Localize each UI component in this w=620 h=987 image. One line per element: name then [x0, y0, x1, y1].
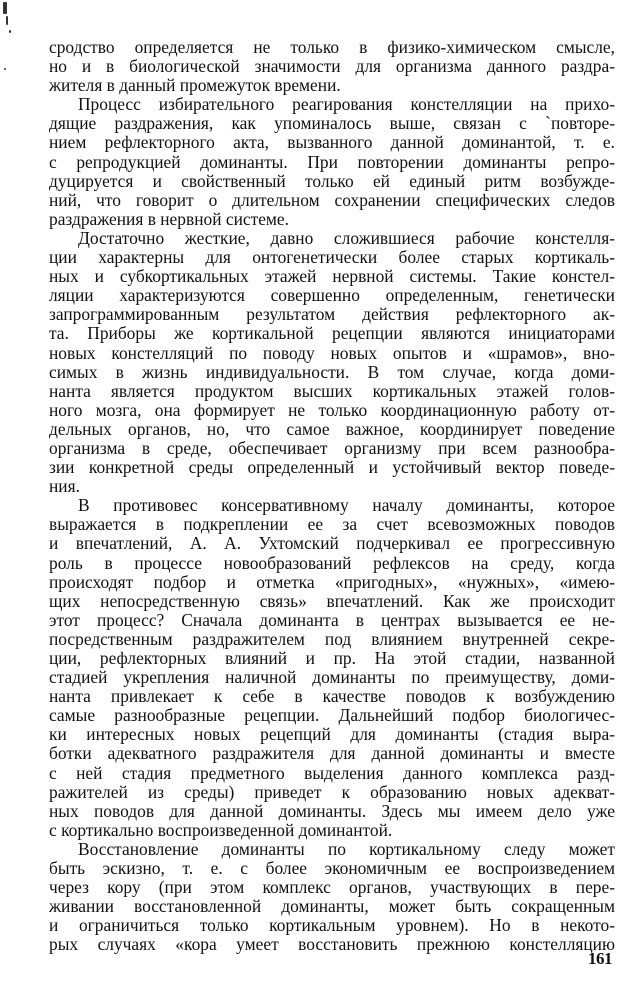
text-line: новых констелляций по поводу новых опытов и «шрамов», вно- [49, 342, 615, 363]
text-line: дуцируется и свойственный только ей единый ритм возбужде- [49, 170, 615, 191]
text-line: но и в биологической значимости для организма данного раздра- [49, 56, 615, 77]
text-line: организма в среде, обеспечивает организму при всем разнообра- [49, 437, 615, 458]
text-line: симых в жизнь индивидуальности. В том случае, когда доми- [49, 361, 615, 382]
text-line: ции характерны для онтогенетически более старых кортикаль- [49, 247, 615, 268]
text-line: зии конкретной среды определенный и устойчивый вектор поведе- [49, 457, 615, 478]
text-line: Восстановление доминанты по кортикальному следу может [78, 838, 615, 859]
text-line: этот процесс? Сначала доминанта в центрах вызывается ее не- [49, 609, 615, 630]
text-line: жителя в данный промежуток времени. [49, 75, 341, 96]
text-line: ний, что говорит о длительном сохранении специфических следов [49, 189, 615, 210]
page-number: 161 [588, 949, 612, 968]
text-line: та. Приборы же кортикальной рецепции являются инициаторами [49, 323, 615, 344]
text-line: щих непосредственную связь» впечатлений. Как же происходит [49, 590, 615, 611]
text-line: ки интересных новых рецепций для доминанты (стадия выра- [49, 724, 615, 745]
scan-speck [3, 2, 7, 14]
text-line: запрограммированным результатом действия рефлекторного ак- [49, 304, 615, 325]
scan-speck [9, 30, 11, 33]
text-line: ляции характеризуются совершенно определенным, генетически [49, 285, 615, 306]
text-line: живании восстановленной доминанты, может быть сокращенным [49, 896, 615, 917]
text-line: рых случаях «кора умеет восстановить прежнюю констелляцию [49, 934, 615, 955]
text-line: раздражения в нервной системе. [49, 208, 289, 229]
text-line: ного мозга, она формирует не только координационную работу от- [49, 399, 615, 420]
text-line: нанта привлекает к себе в качестве поводов к возбуждению [49, 686, 615, 707]
text-line: роль в процессе новообразований рефлексов на среду, когда [49, 552, 615, 573]
text-line: ных и субкортикальных этажей нервной системы. Такие констел- [49, 266, 615, 287]
body-text [49, 38, 615, 955]
text-line: ции, рефлекторных влияний и пр. На этой стадии, названной [49, 648, 615, 668]
text-line: нием рефлекторного акта, вызванного данной доминантой, т. е. [49, 132, 615, 153]
text-line: В противовес консервативному началу доминанты, которое [78, 495, 615, 516]
text-line: с репродукцией доминанты. При повторении доминанты репро- [49, 151, 615, 172]
text-line: и ограничиться только кортикальным уровнем). Но в некото- [49, 915, 615, 936]
text-line: дящие раздражения, как упоминалось выше, связан с `повторе- [49, 113, 615, 134]
text-line: через кору (при этом комплекс органов, участвующих в пере- [49, 877, 615, 898]
text-line: посредственным раздражителем под влиянием внутренней секре- [49, 628, 615, 649]
text-line: выражается в подкреплении ее за счет всевозможных поводов [49, 514, 615, 535]
text-line: ражителей из среды) приведет к образованию новых адекват- [49, 781, 615, 802]
text-line: стадией укрепления наличной доминанты по преимуществу, доми- [49, 667, 615, 688]
scan-speck [4, 68, 6, 70]
text-line: с кортикально воспроизведенной доминантой. [49, 819, 393, 840]
text-line: с ней стадия предметного выделения данного комплекса разд- [49, 762, 615, 783]
text-line: ния. [49, 476, 80, 497]
text-line: самые разнообразные рецепции. Дальнейший подбор биологичес- [49, 705, 615, 726]
text-line: Процесс избирательного реагирования констелляции на прихо- [78, 94, 615, 115]
text-line: и впечатлений, А. А. Ухтомский подчеркивал ее прогрессивную [49, 533, 615, 554]
text-line: происходят подбор и отметка «пригодных», «нужных», «имею- [49, 571, 615, 592]
text-line: нанта является продуктом высших кортикальных этажей голов- [49, 380, 615, 401]
scan-speck [6, 16, 8, 25]
text-line: быть эскизно, т. е. с более экономичным ее воспроизведением [49, 858, 615, 879]
text-line: дельных органов, но, что самое важное, координирует поведение [49, 418, 615, 439]
text-line: ботки адекватного раздражителя для данной доминанты и вместе [49, 743, 615, 764]
text-line: сродство определяется не только в физико-химическом смысле, [49, 37, 615, 57]
text-line: ных поводов для данной доминанты. Здесь мы имеем дело уже [49, 800, 615, 821]
text-line: Достаточно жесткие, давно сложившиеся рабочие констелля- [78, 227, 615, 248]
